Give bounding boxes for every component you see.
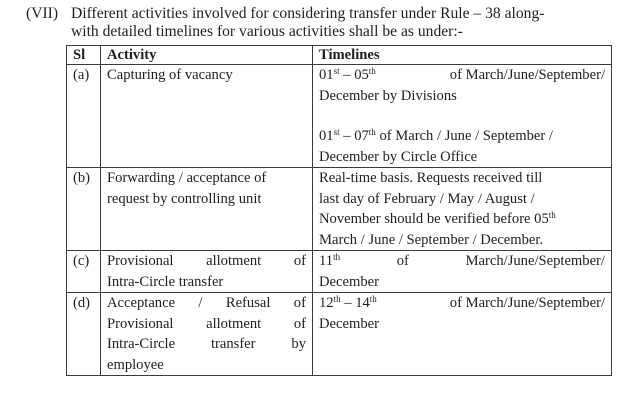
row-a-timeline-1-line-2: December by Divisions [319,87,457,104]
table-row [67,251,612,293]
row-b-sl: (b) [67,168,101,251]
table-row [67,293,612,376]
header-sl: Sl [67,46,101,65]
header-activity: Activity [101,46,313,65]
heading-line-1: Different activities involved for considering transfer under Rule – 38 along- [71,5,545,22]
table-header-row [67,46,612,65]
row-d-timeline: 12th – 14th of March/June/September/ December [313,293,612,376]
table-row [67,65,612,168]
header-timelines: Timelines [313,46,612,65]
row-a-timeline [313,65,612,168]
row-b-activity: Forwarding / acceptance of request by controlling unit [101,168,313,251]
row-a-sl: (a) [67,65,101,168]
row-d-sl: (d) [67,293,101,376]
row-a-timeline-1-line-1: 01st – 05th of March/June/September/ [319,66,605,83]
row-a-activity: Capturing of vacancy [101,65,313,168]
row-d-activity: Acceptance / Refusal of Provisional allotment of Intra-Circle transfer by employee [101,293,313,376]
row-c-activity: Provisional allotment of Intra-Circle transfer [101,251,313,293]
row-a-timeline-2-line-1: 01st – 07th of March / June / September / [319,127,553,144]
section-heading [26,5,638,41]
row-a-timeline-2-line-2: December by Circle Office [319,148,478,165]
heading-line-2: with detailed timelines for various activities shall be as under:- [71,23,463,40]
table-row [67,168,612,251]
row-c-timeline: 11th of March/June/September/ December [313,251,612,293]
row-c-sl: (c) [67,251,101,293]
row-b-timeline: Real-time basis. Requests received till last day of February / May / August / November should be verified before 05th March / June / September / December. [313,168,612,251]
section-number: (VII) [26,5,59,22]
activity-timeline-table [66,45,612,376]
